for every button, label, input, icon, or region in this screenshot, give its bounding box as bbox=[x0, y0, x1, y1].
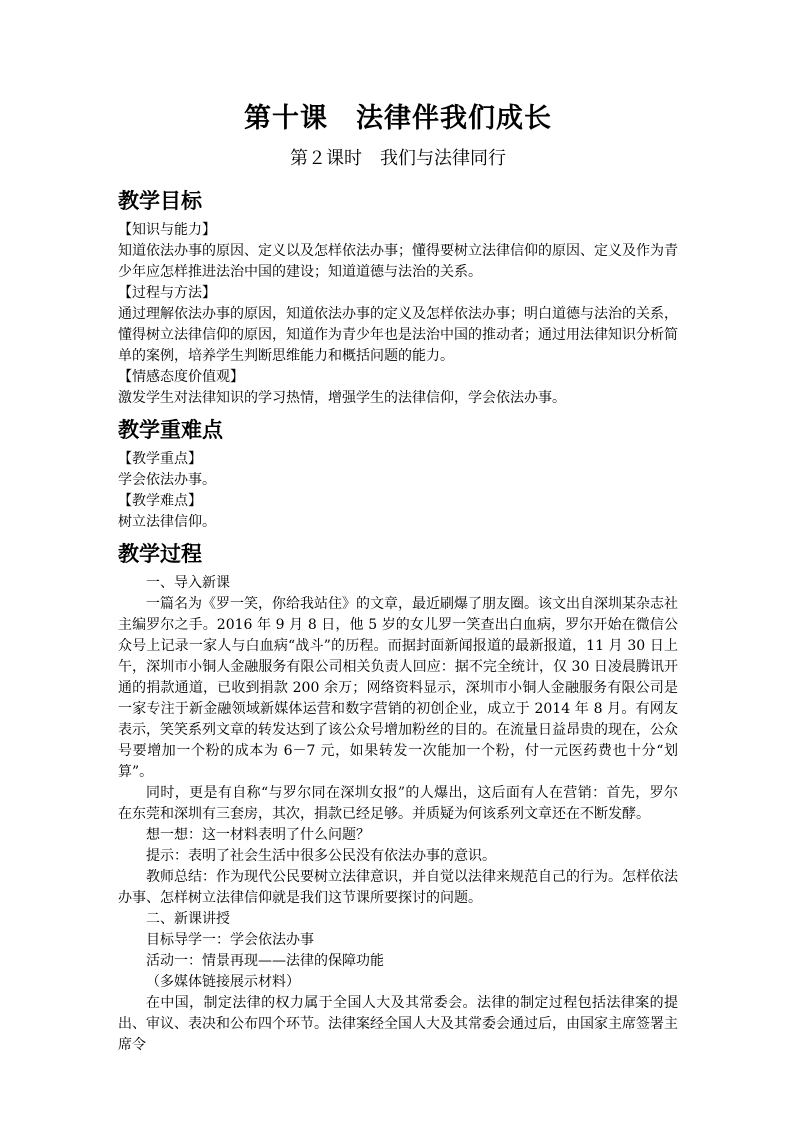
difficulty-label: 【教学难点】 bbox=[118, 493, 202, 509]
focus-text: 学会依法办事。 bbox=[118, 472, 216, 488]
difficulty-text: 树立法律信仰。 bbox=[118, 514, 216, 530]
emotion-text: 激发学生对法律知识的学习热情，增强学生的法律信仰，学会依法办事。 bbox=[118, 390, 566, 406]
teacher-summary: 教师总结：作为现代公民要树立法律意识，并自觉以法律来规范自己的行为。怎样依法办事、怎样树立法律信仰就是我们这节课所要探讨的问题。 bbox=[118, 869, 678, 906]
page-subtitle: 第２课时 我们与法律同行 bbox=[290, 148, 506, 169]
media-note: （多媒体链接展示材料） bbox=[146, 974, 300, 990]
emotion-label: 【情感态度价值观】 bbox=[118, 369, 244, 385]
activity-1: 活动一：情景再现——法律的保障功能 bbox=[146, 953, 384, 969]
section-heading-process: 教学过程 bbox=[118, 541, 202, 566]
law-paragraph: 在中国，制定法律的权力属于全国人大及其常委会。法律的制定过程包括法律案的提出、审议、表决和公布四个环节。法律案经全国人大及其常委会通过后，由国家主席签署主席令 bbox=[118, 995, 678, 1053]
think-question: 想一想：这一材料表明了什么问题？ bbox=[146, 827, 370, 843]
section-heading-goals: 教学目标 bbox=[118, 188, 202, 213]
new-lesson-heading: 二、新课讲授 bbox=[146, 911, 230, 927]
process-text: 通过理解依法办事的原因，知道依法办事的定义及怎样依法办事；明白道德与法治的关系，懂得树立法律信仰的原因，知道作为青少年也是法治中国的推动者；通过用法律知识分析简单的案例，培养学生判断思维能力和概括问题的能力。 bbox=[118, 306, 678, 364]
knowledge-text: 知道依法办事的原因、定义以及怎样依法办事；懂得要树立法律信仰的原因、定义及作为青少年应怎样推进法治中国的建设；知道道德与法治的关系。 bbox=[118, 243, 678, 280]
intro-paragraph-1: 一篇名为《罗一笑，你给我站住》的文章，最近刷爆了朋友圈。该文出自深圳某杂志社主编罗尔之手。2016 年 9 月 8 日，他 5 岁的女儿罗一笑查出白血病，罗尔开始在微信公众号上记录一家人与白血病“战斗”的历程。而据封面新闻报道的最新报道，11 月 30 日上午，深圳市小铜人金融服务有限公司相关负责人回应：据不完全统计，仅 30 日凌晨腾讯开通的捐款通道，已收到捐款 200 余万；网络资料显示，深圳市小铜人金融服务有限公司是一家专注于新金融领域新媒体运营和数字营销的初创企业，成立于 2014 年 8 月。有网友表示，笑笑系列文章的转发达到了该公众号增加粉丝的目的。在流量日益昂贵的现在，公众号要增加一个粉的成本为 6－7 元，如果转发一次能加一个粉，付一元医药费也十分“划算”。 bbox=[118, 596, 678, 780]
intro-paragraph-2: 同时，更是有自称“与罗尔同在深圳女报”的人爆出，这后面有人在营销：首先，罗尔在东莞和深圳有三套房，其次，捐款已经足够。并质疑为何该系列文章还在不断发酵。 bbox=[118, 785, 678, 822]
hint-text: 提示：表明了社会生活中很多公民没有依法办事的意识。 bbox=[146, 848, 496, 864]
intro-heading: 一、导入新课 bbox=[146, 575, 230, 591]
process-label: 【过程与方法】 bbox=[118, 285, 216, 301]
focus-label: 【教学重点】 bbox=[118, 451, 202, 467]
section-heading-key-points: 教学重难点 bbox=[118, 417, 223, 442]
document-page bbox=[118, 100, 678, 1056]
page-title: 第十课 法律伴我们成长 bbox=[244, 103, 552, 134]
knowledge-label: 【知识与能力】 bbox=[118, 222, 216, 238]
goal-1: 目标导学一：学会依法办事 bbox=[146, 932, 314, 948]
